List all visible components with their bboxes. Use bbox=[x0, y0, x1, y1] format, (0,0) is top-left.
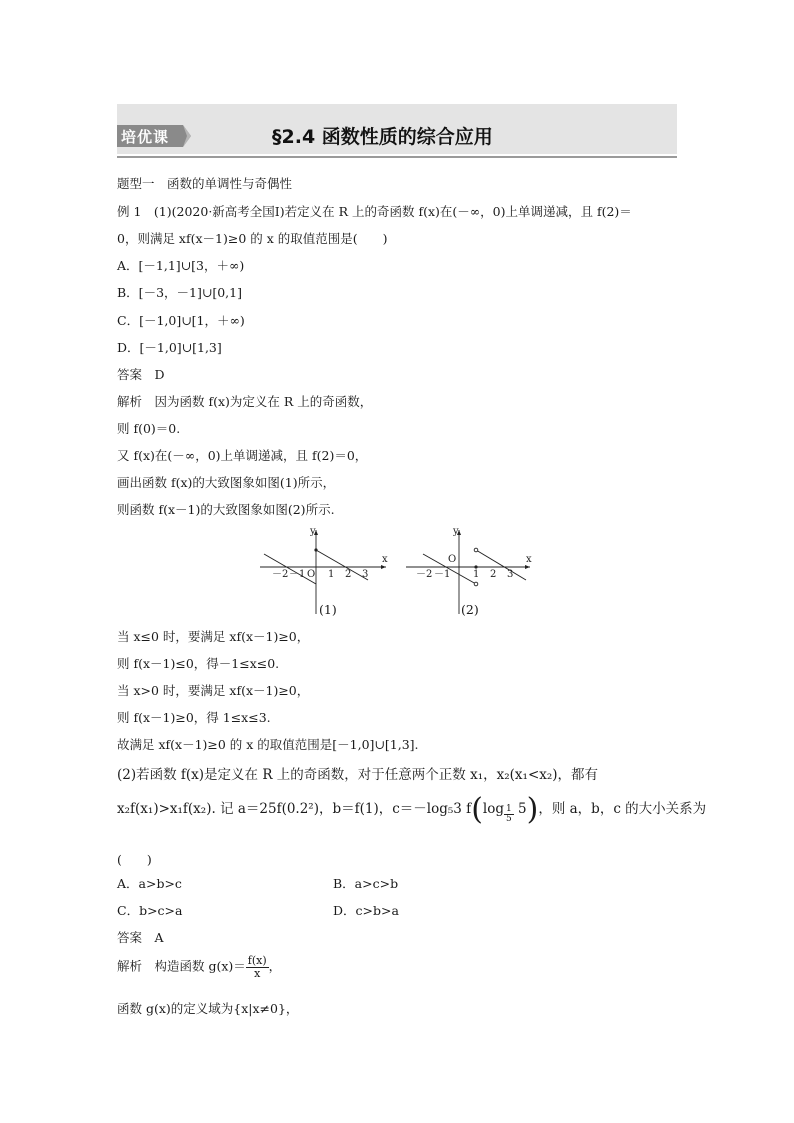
option-d: D．[－1,0]∪[1,3] bbox=[117, 340, 222, 355]
graph1-x-label: x bbox=[382, 554, 388, 565]
function-graphs bbox=[258, 524, 538, 620]
g-fraction bbox=[246, 955, 269, 979]
domain-line: 函数 g(x)的定义域为{x|x≠0}， bbox=[117, 1001, 299, 1016]
graph2-x-label: x bbox=[526, 554, 532, 565]
analysis-suffix: ， bbox=[268, 958, 282, 974]
log-base-num: 1 bbox=[506, 803, 512, 814]
section-heading: 题型一 函数的单调性与奇偶性 bbox=[117, 176, 293, 191]
right-paren: ) bbox=[526, 792, 539, 827]
analysis-line: 当 x≤0 时，要满足 xf(x－1)≥0， bbox=[117, 629, 310, 644]
g-fraction-den: x bbox=[254, 966, 261, 980]
graph-1 bbox=[260, 526, 388, 614]
option-c: C．[－1,0]∪[1，＋∞) bbox=[117, 313, 245, 328]
example1-line1: 例 1 (1)(2020·新高考全国Ⅰ)若定义在 R 上的奇函数 f(x)在(－∞，0)上单调递减，且 f(2)＝ bbox=[117, 204, 632, 219]
analysis-prefix: 解析 构造函数 g(x)＝ bbox=[117, 958, 246, 974]
graph2-tick: 3 bbox=[507, 569, 514, 580]
graph1-tick: －2 bbox=[272, 569, 289, 580]
option-d: D．c>b>a bbox=[333, 903, 399, 918]
badge bbox=[117, 125, 191, 147]
log-base-fraction bbox=[504, 805, 514, 825]
graph2-y-label: y bbox=[453, 526, 459, 537]
graph1-origin: O bbox=[307, 569, 316, 580]
page-title: §2.4 函数性质的综合应用 bbox=[272, 126, 493, 148]
example2-line2 bbox=[117, 792, 706, 827]
log-base-den: 5 bbox=[506, 814, 512, 824]
graph1-tick: －1 bbox=[289, 569, 306, 580]
example2-text-a: x₂f(x₁)>x₁f(x₂). 记 a＝25f(0.2²)，b＝f(1)，c＝－log₅3 f bbox=[117, 801, 472, 817]
graphs-svg bbox=[258, 524, 538, 620]
graph1-tick: 1 bbox=[328, 569, 335, 580]
analysis-line: 当 x>0 时，要满足 xf(x－1)≥0， bbox=[117, 683, 310, 698]
analysis-line: 又 f(x)在(－∞，0)上单调递减，且 f(2)＝0， bbox=[117, 448, 368, 463]
graph1-point bbox=[314, 548, 317, 551]
graph1-tick: 2 bbox=[345, 569, 352, 580]
graph2-open-point bbox=[474, 548, 478, 552]
graph2-right-curve bbox=[476, 550, 526, 580]
graph1-tick: 3 bbox=[362, 569, 369, 580]
example1-line2: 0，则满足 xf(x－1)≥0 的 x 的取值范围是( ) bbox=[117, 231, 388, 246]
graph2-tick: －1 bbox=[434, 569, 451, 580]
answer-2: 答案 A bbox=[117, 930, 164, 945]
analysis-line bbox=[117, 955, 281, 979]
graph1-x-arrow bbox=[381, 565, 386, 569]
option-c: C．b>c>a bbox=[117, 903, 183, 918]
analysis-line: 故满足 xf(x－1)≥0 的 x 的取值范围是[－1,0]∪[1,3]. bbox=[117, 737, 419, 752]
example2-paren: ( ) bbox=[117, 852, 152, 867]
option-a: A．[－1,1]∪[3，＋∞) bbox=[117, 258, 245, 273]
example2-text-b: ，则 a，b，c 的大小关系为 bbox=[538, 801, 707, 817]
analysis-line: 则 f(x－1)≤0，得－1≤x≤0. bbox=[117, 656, 280, 671]
graph2-origin: O bbox=[448, 554, 457, 565]
header-rule bbox=[117, 156, 677, 158]
answer-1: 答案 D bbox=[117, 367, 165, 382]
graph1-y-label: y bbox=[310, 526, 316, 537]
graph1-caption: (1) bbox=[319, 602, 337, 617]
analysis-line: 则 f(x－1)≥0，得 1≤x≤3. bbox=[117, 710, 271, 725]
example2-line1: (2)若函数 f(x)是定义在 R 上的奇函数，对于任意两个正数 x₁，x₂(x₁<x₂)，都有 bbox=[117, 767, 599, 783]
graph2-tick: 1 bbox=[473, 569, 480, 580]
log-label: log bbox=[482, 801, 504, 817]
graph2-tick: 2 bbox=[490, 569, 497, 580]
analysis-line: 则 f(0)＝0. bbox=[117, 421, 181, 436]
g-fraction-num: f(x) bbox=[247, 954, 267, 967]
badge-label: 培优课 bbox=[121, 128, 170, 146]
graph2-tick: －2 bbox=[416, 569, 433, 580]
graph1-right-curve bbox=[316, 550, 368, 580]
log-arg: 5 bbox=[513, 801, 527, 817]
left-paren: ( bbox=[471, 792, 483, 827]
graph2-x-arrow bbox=[525, 565, 530, 569]
graph2-caption: (2) bbox=[461, 602, 479, 617]
option-b: B．[－3，－1]∪[0,1] bbox=[117, 285, 242, 300]
graph-2 bbox=[406, 526, 532, 614]
graph2-open-point bbox=[474, 582, 478, 586]
option-a: A．a>b>c bbox=[117, 876, 182, 891]
option-b: B．a>c>b bbox=[333, 876, 399, 891]
analysis-line: 画出函数 f(x)的大致图象如图(1)所示， bbox=[117, 475, 336, 490]
analysis-line: 解析 因为函数 f(x)为定义在 R 上的奇函数， bbox=[117, 394, 373, 409]
analysis-line: 则函数 f(x－1)的大致图象如图(2)所示. bbox=[117, 502, 335, 517]
